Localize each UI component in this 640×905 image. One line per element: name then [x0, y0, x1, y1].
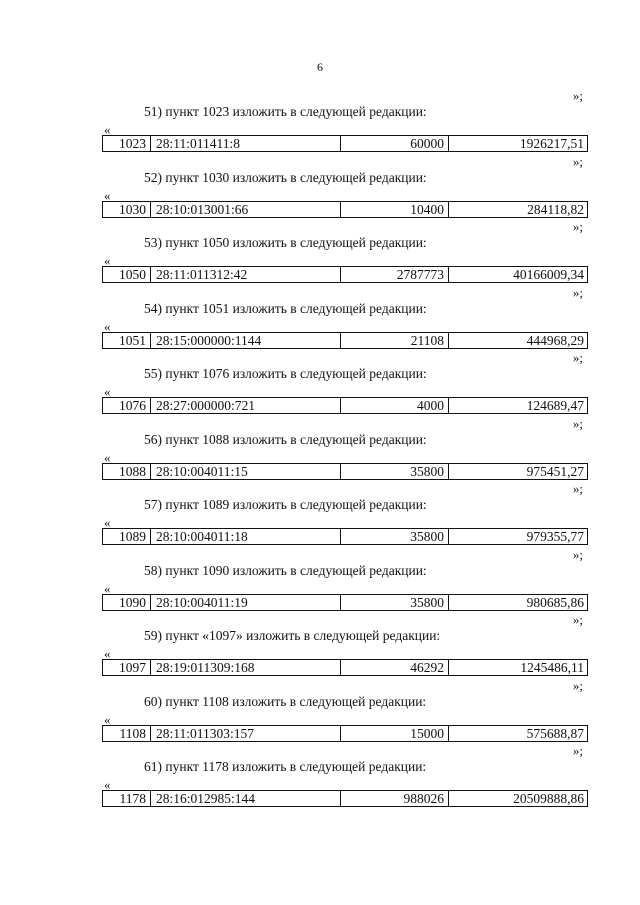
- item-heading: 60) пункт 1108 изложить в следующей редакции:: [144, 693, 427, 709]
- amendment-item: [0, 545, 640, 611]
- closing-quote: »;: [572, 350, 583, 365]
- area-value: 60000: [341, 136, 449, 151]
- cost-value: 979355,77: [526, 529, 584, 544]
- row-number: 1108: [103, 726, 151, 741]
- table-row: [102, 725, 588, 742]
- amendment-list: [0, 86, 640, 807]
- opening-quote: «: [104, 449, 111, 465]
- cadastral-number: 28:11:011411:8: [151, 136, 341, 151]
- opening-quote: «: [104, 711, 111, 727]
- cost-value: 444968,29: [526, 332, 584, 348]
- closing-quote: »;: [572, 481, 583, 496]
- page-number: 6: [317, 60, 323, 74]
- table-row: [102, 463, 588, 480]
- area-value: 2787773: [341, 267, 449, 282]
- item-heading: 58) пункт 1090 изложить в следующей редакции:: [144, 562, 427, 578]
- cadastral-number: 28:19:011309:168: [151, 660, 341, 675]
- row-number: 1178: [103, 791, 151, 806]
- row-number: 1050: [103, 267, 151, 282]
- item-heading: 61) пункт 1178 изложить в следующей редакции:: [144, 759, 427, 774]
- amendment-item: [0, 86, 640, 152]
- cost-value: 284118,82: [527, 201, 584, 217]
- row-number: 1030: [103, 202, 151, 217]
- closing-quote: »;: [572, 546, 583, 562]
- area-value: 46292: [341, 660, 449, 675]
- cadastral-number: 28:16:012985:144: [151, 791, 341, 806]
- cadastral-number: 28:10:013001:66: [151, 202, 341, 217]
- item-heading: 55) пункт 1076 изложить в следующей редакции:: [144, 366, 427, 381]
- closing-quote: »;: [572, 415, 583, 431]
- area-value: 35800: [341, 464, 449, 479]
- opening-quote: «: [104, 384, 111, 399]
- opening-quote: «: [104, 187, 111, 203]
- table-row: [102, 790, 588, 807]
- amendment-item: [0, 676, 640, 742]
- row-number: 1023: [103, 136, 151, 151]
- table-row: [102, 659, 588, 676]
- amendment-item: [0, 414, 640, 480]
- area-value: 15000: [341, 726, 449, 741]
- opening-quote: «: [104, 646, 111, 661]
- opening-quote: «: [104, 777, 111, 792]
- item-heading: 59) пункт «1097» изложить в следующей редакции:: [144, 628, 441, 643]
- area-value: 21108: [341, 333, 449, 348]
- cost-value: 575688,87: [526, 725, 584, 741]
- cadastral-number: 28:10:004011:15: [151, 464, 341, 479]
- row-number: 1076: [103, 398, 151, 413]
- opening-quote: «: [104, 318, 111, 334]
- opening-quote: «: [104, 253, 111, 268]
- cost-value: 975451,27: [526, 463, 584, 479]
- amendment-item: [0, 283, 640, 349]
- table-row: [102, 397, 588, 414]
- closing-quote: »;: [572, 677, 583, 693]
- amendment-item: [0, 348, 640, 414]
- opening-quote: «: [104, 122, 111, 137]
- amendment-item: [0, 610, 640, 676]
- item-heading: 56) пункт 1088 изложить в следующей редакции:: [144, 431, 427, 447]
- table-row: [102, 201, 588, 218]
- row-number: 1097: [103, 660, 151, 675]
- cadastral-number: 28:10:004011:19: [151, 595, 341, 610]
- area-value: 4000: [341, 398, 449, 413]
- amendment-item: [0, 217, 640, 283]
- item-heading: 53) пункт 1050 изложить в следующей редакции:: [144, 235, 427, 250]
- cost-value: 1926217,51: [519, 136, 584, 151]
- area-value: 35800: [341, 595, 449, 610]
- row-number: 1090: [103, 595, 151, 610]
- table-row: [102, 332, 588, 349]
- cadastral-number: 28:11:011312:42: [151, 267, 341, 282]
- cost-value: 1245486,11: [520, 660, 584, 675]
- cost-value: 20509888,86: [513, 791, 584, 806]
- area-value: 35800: [341, 529, 449, 544]
- area-value: 10400: [341, 202, 449, 217]
- closing-quote: »;: [572, 743, 583, 758]
- closing-quote: »;: [572, 88, 583, 103]
- item-heading: 57) пункт 1089 изложить в следующей редакции:: [144, 497, 427, 512]
- row-number: 1089: [103, 529, 151, 544]
- closing-quote: »;: [572, 612, 583, 627]
- table-row: [102, 528, 588, 545]
- item-heading: 52) пункт 1030 изложить в следующей редакции:: [144, 169, 427, 185]
- table-row: [102, 594, 588, 611]
- cost-value: 40166009,34: [513, 267, 584, 282]
- cost-value: 124689,47: [526, 398, 584, 413]
- item-heading: 51) пункт 1023 изложить в следующей редакции:: [144, 104, 427, 119]
- table-row: [102, 266, 588, 283]
- opening-quote: «: [104, 580, 111, 596]
- cadastral-number: 28:11:011303:157: [151, 726, 341, 741]
- cadastral-number: 28:15:000000:1144: [151, 333, 341, 348]
- table-row: [102, 135, 588, 152]
- closing-quote: »;: [572, 153, 583, 169]
- closing-quote: »;: [572, 284, 583, 300]
- cost-value: 980685,86: [526, 594, 584, 610]
- item-heading: 54) пункт 1051 изложить в следующей редакции:: [144, 300, 427, 316]
- amendment-item: [0, 152, 640, 218]
- row-number: 1088: [103, 464, 151, 479]
- opening-quote: «: [104, 515, 111, 530]
- cadastral-number: 28:27:000000:721: [151, 398, 341, 413]
- area-value: 988026: [341, 791, 449, 806]
- cadastral-number: 28:10:004011:18: [151, 529, 341, 544]
- amendment-item: [0, 741, 640, 807]
- closing-quote: »;: [572, 219, 583, 234]
- amendment-item: [0, 479, 640, 545]
- row-number: 1051: [103, 333, 151, 348]
